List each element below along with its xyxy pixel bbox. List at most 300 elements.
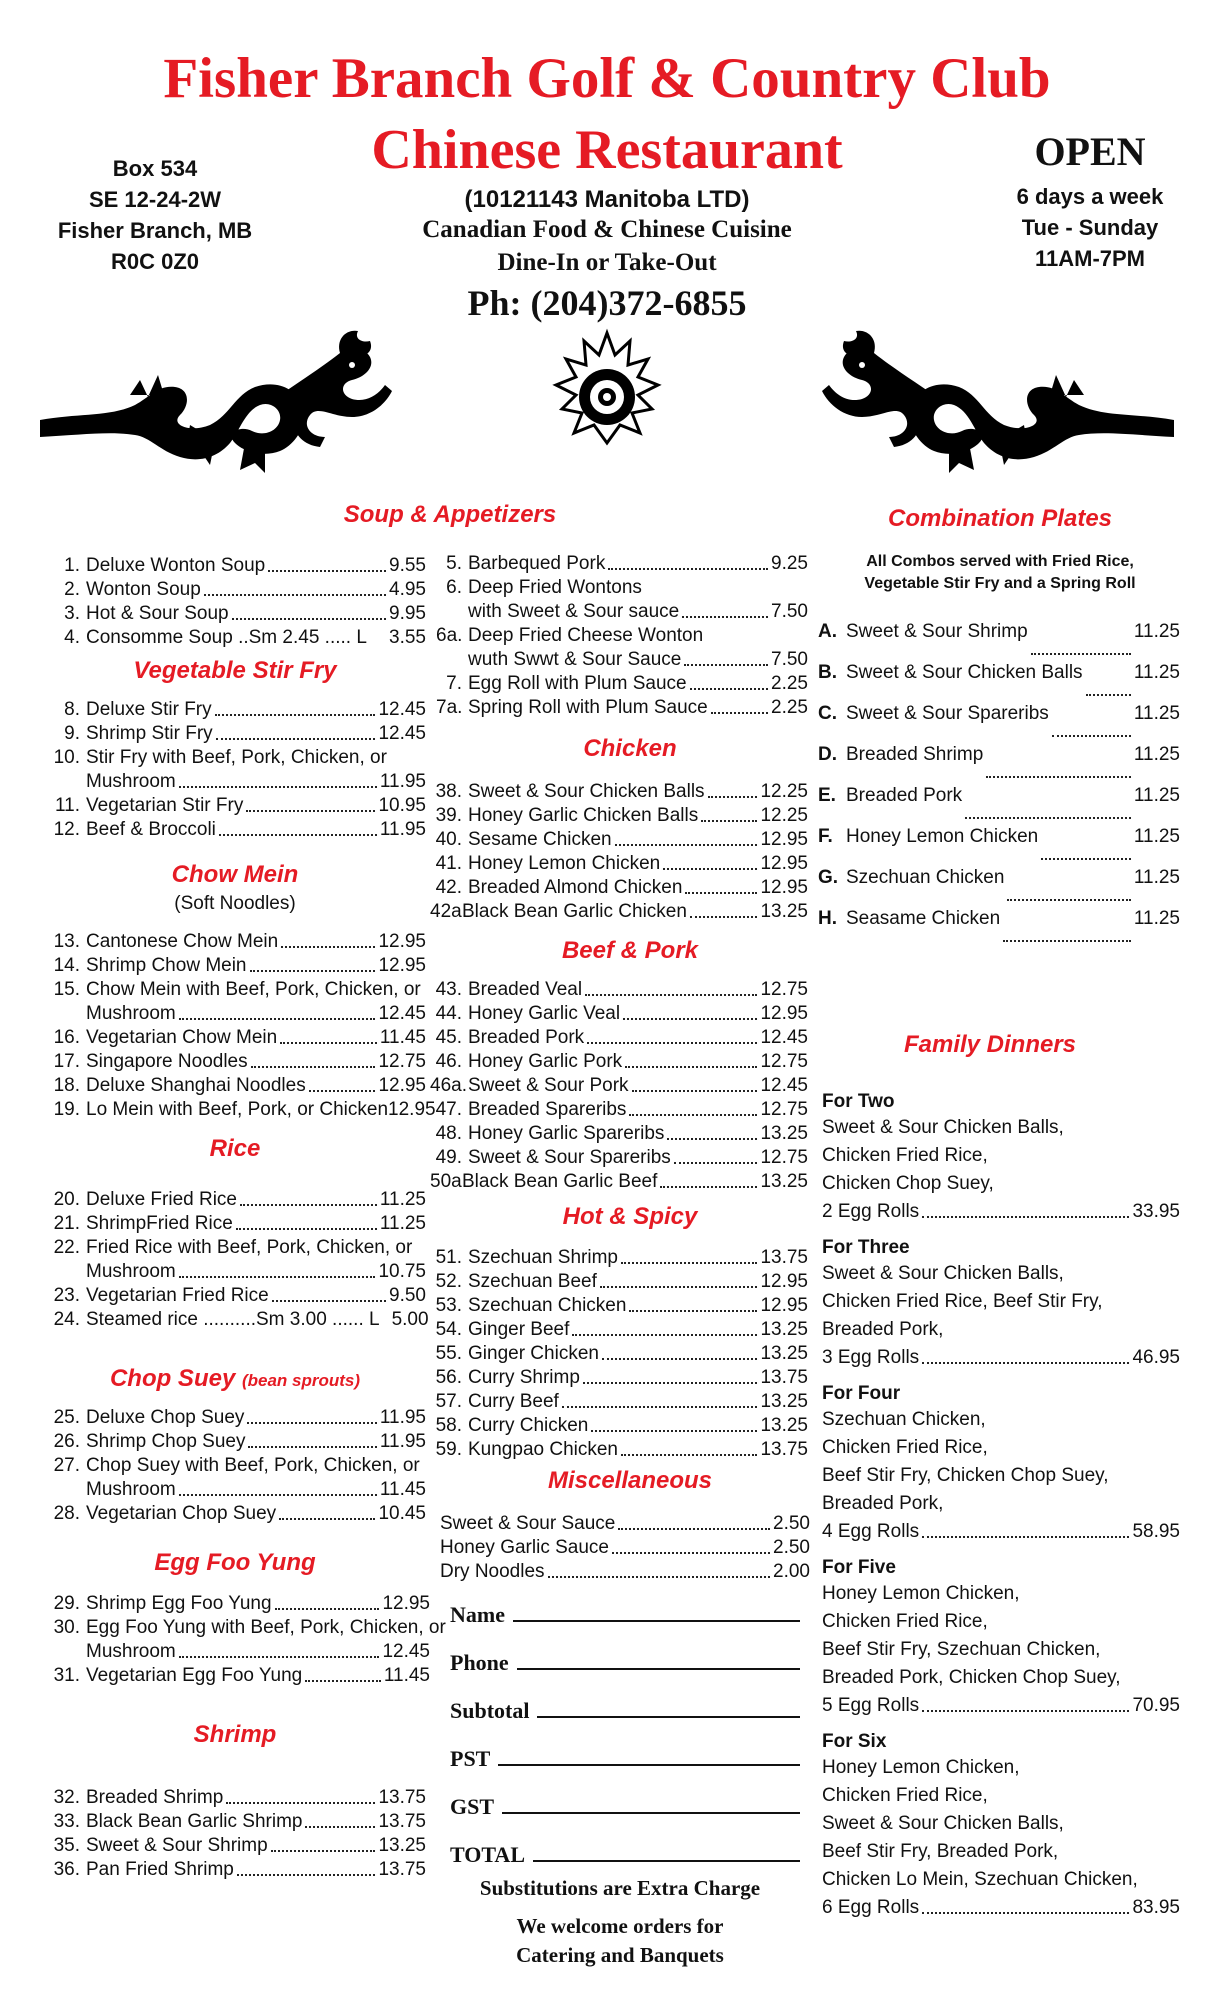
section-title-family: Family Dinners <box>903 1031 1077 1058</box>
family-line: Sweet & Sour Chicken Balls, <box>822 1813 1064 1834</box>
item-name: Szechuan Chicken <box>846 867 1005 888</box>
section-title-rice: Rice <box>209 1135 261 1162</box>
family-price-line <box>822 1518 1180 1546</box>
item-number: 19. <box>53 1099 80 1120</box>
family-group-label: For Five <box>822 1557 896 1578</box>
family-line: Chicken Fried Rice, <box>822 1145 988 1166</box>
item-name: Deep Fried Wontons <box>468 577 642 598</box>
item-number: 10. <box>53 747 80 768</box>
menu-item-continued <box>40 1002 426 1026</box>
item-name: Black Bean Garlic Chicken <box>462 901 687 922</box>
item-price: 12.95 <box>378 955 426 976</box>
family-group <box>822 1730 1180 1922</box>
item-name: Sweet & Sour Chicken Balls <box>468 781 705 802</box>
menu-item <box>40 930 426 954</box>
item-number: 21. <box>53 1213 80 1234</box>
item-price: 12.25 <box>760 805 808 826</box>
item-name: Deep Fried Cheese Wonton <box>468 625 704 646</box>
combo-item <box>818 743 1180 784</box>
combo-item <box>818 620 1180 661</box>
menu-item <box>430 1294 808 1318</box>
address-line: R0C 0Z0 <box>110 249 200 274</box>
item-price: 12.45 <box>382 1641 430 1662</box>
combo-letter: D. <box>818 744 837 765</box>
catering-note <box>440 1912 800 1970</box>
menu-item <box>40 1050 426 1074</box>
item-price: 7.50 <box>771 601 808 622</box>
item-name: Deluxe Shanghai Noodles <box>86 1075 306 1096</box>
family-line: Szechuan Chicken, <box>822 1409 986 1430</box>
menu-item <box>430 1342 808 1366</box>
item-name: Szechuan Shrimp <box>468 1247 618 1268</box>
item-price: 12.95 <box>388 1099 436 1120</box>
item-price: 12.75 <box>760 979 808 1000</box>
item-price: 11.95 <box>379 771 426 792</box>
item-name: Deluxe Wonton Soup <box>86 555 266 576</box>
item-price: 11.25 <box>1133 744 1180 765</box>
menu-item-continued <box>40 770 426 794</box>
combo-item <box>818 825 1180 866</box>
item-price: 12.75 <box>378 1051 426 1072</box>
family-group <box>822 1556 1180 1720</box>
item-price: 83.95 <box>1132 1897 1180 1918</box>
misc-list <box>440 1512 810 1584</box>
order-field-pst[interactable] <box>450 1724 800 1772</box>
menu-item <box>430 1270 808 1294</box>
item-number: 48. <box>435 1123 462 1144</box>
item-name: Kungpao Chicken <box>468 1439 618 1460</box>
item-number: 20. <box>53 1189 80 1210</box>
combo-item <box>818 907 1180 948</box>
menu-item <box>436 696 808 720</box>
family-line: Beef Stir Fry, Chicken Chop Suey, <box>822 1465 1109 1486</box>
item-price: 13.75 <box>760 1367 808 1388</box>
menu-item <box>40 1074 426 1098</box>
menu-item <box>40 1664 430 1688</box>
item-name: Black Bean Garlic Beef <box>462 1171 658 1192</box>
family-price-line <box>822 1344 1180 1372</box>
item-name: Spring Roll with Plum Sauce <box>468 697 708 718</box>
item-number: 31. <box>53 1665 80 1686</box>
item-price: 11.25 <box>379 1189 426 1210</box>
item-name: Honey Garlic Spareribs <box>468 1123 665 1144</box>
item-price: 12.95 <box>760 1295 808 1316</box>
item-name-continued: Mushroom <box>86 771 176 792</box>
item-price: 12.45 <box>760 1027 808 1048</box>
item-price: 11.95 <box>379 1431 426 1452</box>
item-name: Shrimp Stir Fry <box>86 723 213 744</box>
chowmein-list <box>40 930 436 1122</box>
item-price: 11.45 <box>379 1027 426 1048</box>
item-number: 57. <box>435 1391 462 1412</box>
item-name: Steamed rice ..........Sm 3.00 ...... L <box>86 1309 380 1330</box>
menu-item <box>50 578 426 602</box>
menu-item <box>40 1406 426 1430</box>
item-number: 13. <box>53 931 80 952</box>
item-name: Sweet & Sour Shrimp <box>86 1835 268 1856</box>
item-price: 12.75 <box>760 1051 808 1072</box>
menu-item <box>430 876 808 900</box>
veg-list <box>40 698 426 842</box>
field-label: Name <box>450 1602 505 1627</box>
menu-item <box>440 1512 810 1536</box>
item-number: 44. <box>435 1003 462 1024</box>
item-number: 55. <box>435 1343 462 1364</box>
item-number: 29. <box>53 1593 80 1614</box>
item-price: 9.95 <box>389 603 426 624</box>
item-number: 9. <box>64 723 80 744</box>
menu-item-continued <box>40 1260 426 1284</box>
family-line: Breaded Pork, <box>822 1319 944 1340</box>
item-number: 12. <box>53 819 80 840</box>
item-name: Singapore Noodles <box>86 1051 248 1072</box>
item-price: 46.95 <box>1132 1347 1180 1368</box>
item-name: Honey Garlic Sauce <box>440 1537 609 1558</box>
item-number: 5. <box>446 553 462 574</box>
item-number: 56. <box>435 1367 462 1388</box>
item-number: 11. <box>54 795 80 816</box>
item-price: 33.95 <box>1132 1201 1180 1222</box>
item-name: Hot & Sour Soup <box>86 603 229 624</box>
open-line: 11AM-7PM <box>1034 246 1146 271</box>
eggfoo-list <box>40 1592 446 1688</box>
menu-item <box>430 1122 808 1146</box>
family-line: Chicken Fried Rice, <box>822 1611 988 1632</box>
center-flame-emblem-icon <box>556 333 658 443</box>
item-price: 13.25 <box>760 1343 808 1364</box>
item-number: 6. <box>446 577 462 598</box>
item-name-continued: wuth Swwt & Sour Sauce <box>468 649 682 670</box>
menu-item <box>40 1858 426 1882</box>
family-line: Beef Stir Fry, Szechuan Chicken, <box>822 1639 1101 1660</box>
item-price: 12.45 <box>378 723 426 744</box>
item-number: 39. <box>435 805 462 826</box>
write-line[interactable] <box>502 1812 800 1814</box>
item-name: Vegetarian Egg Foo Yung <box>86 1665 303 1686</box>
order-form <box>450 1580 800 1868</box>
family-line: Chicken Fried Rice, <box>822 1437 988 1458</box>
soup-list-left <box>50 554 426 650</box>
menu-item <box>430 1366 808 1390</box>
item-name: Sesame Chicken <box>468 829 612 850</box>
menu-item <box>40 1284 426 1308</box>
family-group-label: For Two <box>822 1091 895 1112</box>
item-name: Consomme Soup ..Sm 2.45 ..... L <box>86 627 367 648</box>
menu-item <box>430 1098 808 1122</box>
item-name: Szechuan Beef <box>468 1271 597 1292</box>
menu-item <box>40 818 426 842</box>
menu-item <box>50 602 426 626</box>
menu-item <box>40 1098 436 1122</box>
item-number: 15. <box>53 979 80 1000</box>
menu-item <box>430 1170 808 1194</box>
menu-item <box>50 626 426 650</box>
chicken-list <box>430 780 808 924</box>
company-name: (10121143 Manitoba LTD) <box>464 186 750 213</box>
menu-item <box>436 576 808 600</box>
item-name: Ginger Beef <box>468 1319 570 1340</box>
menu-item <box>40 1786 426 1810</box>
menu-item <box>430 1002 808 1026</box>
catering-line: We welcome orders for <box>516 1914 724 1938</box>
item-price: 11.25 <box>379 1213 426 1234</box>
menu-item <box>40 1026 426 1050</box>
item-name: Chop Suey with Beef, Pork, Chicken, or <box>86 1455 420 1476</box>
order-field-subtotal[interactable] <box>450 1676 800 1724</box>
chowmein-note: (Soft Noodles) <box>174 893 296 914</box>
item-price: 13.25 <box>760 1319 808 1340</box>
item-name-continued: with Sweet & Sour sauce <box>468 601 680 622</box>
section-title-combos: Combination Plates <box>887 505 1113 532</box>
menu-item <box>430 1438 808 1462</box>
write-line[interactable] <box>537 1716 800 1718</box>
item-number: 41. <box>435 853 462 874</box>
section-title-beefpork: Beef & Pork <box>561 937 699 964</box>
item-name: Breaded Almond Chicken <box>468 877 683 898</box>
item-name: Honey Garlic Chicken Balls <box>468 805 699 826</box>
menu-item <box>40 698 426 722</box>
combo-letter: B. <box>818 662 837 683</box>
item-name-continued: Mushroom <box>86 1479 176 1500</box>
combo-letter: C. <box>818 703 837 724</box>
menu-item-continued <box>40 1478 426 1502</box>
item-price: 11.95 <box>379 1407 426 1428</box>
item-number: 58. <box>435 1415 462 1436</box>
family-group <box>822 1090 1180 1226</box>
item-price: 12.95 <box>378 931 426 952</box>
item-price: 13.25 <box>760 1171 808 1192</box>
item-name: Beef & Broccoli <box>86 819 216 840</box>
open-line: Tue - Sunday <box>1021 215 1159 240</box>
order-field-total[interactable] <box>450 1820 800 1868</box>
combo-letter: A. <box>818 621 837 642</box>
section-title-veg: Vegetable Stir Fry <box>133 657 337 684</box>
combo-item <box>818 784 1180 825</box>
family-group <box>822 1382 1180 1546</box>
combo-item <box>818 866 1180 907</box>
item-number: 46a. <box>430 1075 467 1096</box>
item-name: Shrimp Chop Suey <box>86 1431 246 1452</box>
family-line: Breaded Pork, <box>822 1493 944 1514</box>
item-price: 13.75 <box>378 1787 426 1808</box>
order-field-phone[interactable] <box>450 1628 800 1676</box>
combo-item <box>818 702 1180 743</box>
write-line[interactable] <box>498 1764 800 1766</box>
write-line[interactable] <box>517 1668 800 1670</box>
item-name: Egg Foo Yung with Beef, Pork, Chicken, or <box>86 1617 446 1638</box>
section-title-note: (bean sprouts) <box>241 1371 361 1390</box>
item-name: Deluxe Fried Rice <box>86 1189 237 1210</box>
item-name: Breaded Veal <box>468 979 583 1000</box>
item-price: 10.95 <box>378 795 426 816</box>
menu-item-continued <box>40 1640 430 1664</box>
item-name: Wonton Soup <box>86 579 201 600</box>
write-line[interactable] <box>513 1620 800 1622</box>
combo-letter: H. <box>818 908 837 929</box>
item-number: 22. <box>53 1237 80 1258</box>
item-price: 12.45 <box>378 699 426 720</box>
item-number: 38. <box>435 781 462 802</box>
address-line: Fisher Branch, MB <box>57 218 253 243</box>
item-name: Vegetarian Stir Fry <box>86 795 244 816</box>
tagline-cuisine: Canadian Food & Chinese Cuisine <box>422 216 792 243</box>
section-title-chicken: Chicken <box>583 735 677 762</box>
menu-item <box>40 722 426 746</box>
item-price: 11.25 <box>1133 662 1180 683</box>
item-number: 25. <box>53 1407 80 1428</box>
combos-note-line: Vegetable Stir Fry and a Spring Roll <box>864 575 1136 592</box>
tagline-dine: Dine-In or Take-Out <box>497 249 717 276</box>
menu-item <box>40 978 426 1002</box>
menu-item <box>40 1430 426 1454</box>
item-name: Breaded Spareribs <box>468 1099 627 1120</box>
item-price: 13.25 <box>760 1123 808 1144</box>
item-price: 9.50 <box>389 1285 426 1306</box>
item-price: 11.95 <box>379 819 426 840</box>
menu-item <box>436 672 808 696</box>
item-number: 7. <box>446 673 462 694</box>
family-price-line <box>822 1894 1180 1922</box>
menu-item <box>430 1026 808 1050</box>
item-number: 47. <box>435 1099 462 1120</box>
item-name: Sweet & Sour Spareribs <box>846 703 1049 724</box>
item-name: Deluxe Stir Fry <box>86 699 212 720</box>
family-line: Sweet & Sour Chicken Balls, <box>822 1117 1064 1138</box>
address-line: SE 12-24-2W <box>88 187 222 212</box>
soup-list-right <box>436 552 808 720</box>
item-name: Honey Garlic Veal <box>468 1003 621 1024</box>
menu-item <box>50 554 426 578</box>
menu-item <box>40 1834 426 1858</box>
menu-item <box>40 1212 426 1236</box>
family-line: 5 Egg Rolls <box>822 1695 920 1716</box>
item-price: 13.25 <box>760 901 808 922</box>
menu-item-continued <box>436 648 808 672</box>
item-name: Cantonese Chow Mein <box>86 931 279 952</box>
item-name-continued: Mushroom <box>86 1261 176 1282</box>
item-price: 12.95 <box>382 1593 430 1614</box>
combos-note <box>830 551 1170 595</box>
item-name: Honey Lemon Chicken <box>468 853 661 874</box>
rice-list <box>40 1188 429 1332</box>
item-name: Curry Shrimp <box>468 1367 580 1388</box>
menu-item <box>430 1246 808 1270</box>
item-price: 12.45 <box>378 1003 426 1024</box>
menu-item <box>430 1318 808 1342</box>
item-price: 12.95 <box>760 1003 808 1024</box>
substitutions-note: Substitutions are Extra Charge <box>479 1876 761 1900</box>
item-name: Sweet & Sour Pork <box>468 1075 629 1096</box>
menu-item <box>430 828 808 852</box>
family-line: Chicken Chop Suey, <box>822 1173 994 1194</box>
item-name: Sweet & Sour Spareribs <box>468 1147 671 1168</box>
item-price: 58.95 <box>1132 1521 1180 1542</box>
item-price: 7.50 <box>771 649 808 670</box>
item-number: 4. <box>64 627 80 648</box>
item-name: Sweet & Sour Chicken Balls <box>846 662 1083 683</box>
item-price: 10.45 <box>378 1503 426 1524</box>
chopsuey-list <box>40 1406 426 1526</box>
menu-item <box>436 624 808 648</box>
item-price: 9.25 <box>771 553 808 574</box>
family-line: 4 Egg Rolls <box>822 1521 920 1542</box>
item-price: 11.25 <box>1133 867 1180 888</box>
catering-line: Catering and Banquets <box>516 1943 724 1967</box>
family-line: Honey Lemon Chicken, <box>822 1757 1020 1778</box>
order-field-gst[interactable] <box>450 1772 800 1820</box>
family-line: Breaded Pork, Chicken Chop Suey, <box>822 1667 1121 1688</box>
item-price: 11.25 <box>1133 908 1180 929</box>
item-price: 13.75 <box>760 1439 808 1460</box>
dragon-artwork <box>40 325 1174 475</box>
family-line: Chicken Lo Mein, Szechuan Chicken, <box>822 1869 1138 1890</box>
section-title-hotspicy: Hot & Spicy <box>562 1203 698 1230</box>
item-name: Shrimp Chow Mein <box>86 955 247 976</box>
item-price: 11.25 <box>1133 703 1180 724</box>
item-number: 42a. <box>430 901 467 922</box>
menu-item <box>40 1308 429 1332</box>
item-number: 27. <box>53 1455 80 1476</box>
item-name: Shrimp Egg Foo Yung <box>86 1593 272 1614</box>
item-number: 46. <box>435 1051 462 1072</box>
item-price: 12.95 <box>760 877 808 898</box>
item-number: 8. <box>64 699 80 720</box>
restaurant-title: Fisher Branch Golf & Country Club <box>163 47 1051 110</box>
family-line: 2 Egg Rolls <box>822 1201 920 1222</box>
item-price: 13.75 <box>760 1247 808 1268</box>
section-title-eggfoo: Egg Foo Yung <box>154 1549 316 1576</box>
item-number: 52. <box>435 1271 462 1292</box>
field-label: TOTAL <box>450 1842 525 1867</box>
family-line: Chicken Fried Rice, <box>822 1785 988 1806</box>
item-name: Curry Beef <box>468 1391 559 1412</box>
item-price: 12.95 <box>760 853 808 874</box>
item-number: 43. <box>435 979 462 1000</box>
item-price: 12.75 <box>760 1147 808 1168</box>
menu-item <box>430 1390 808 1414</box>
item-number: 26. <box>53 1431 80 1452</box>
order-field-name[interactable] <box>450 1580 800 1628</box>
family-price-line <box>822 1692 1180 1720</box>
item-name: Chow Mein with Beef, Pork, Chicken, or <box>86 979 421 1000</box>
menu-item <box>40 746 426 770</box>
family-line: Sweet & Sour Chicken Balls, <box>822 1263 1064 1284</box>
item-number: 23. <box>53 1285 80 1306</box>
item-number: 6a. <box>436 625 463 646</box>
menu-item <box>40 954 426 978</box>
section-title-soup: Soup & Appetizers <box>343 501 557 528</box>
item-price: 13.75 <box>378 1811 426 1832</box>
field-label: GST <box>450 1794 495 1819</box>
combos-list <box>818 620 1180 948</box>
item-number: 53. <box>435 1295 462 1316</box>
item-name: Szechuan Chicken <box>468 1295 627 1316</box>
item-price: 12.95 <box>378 1075 426 1096</box>
menu-item <box>430 1074 808 1098</box>
item-price: 13.25 <box>760 1415 808 1436</box>
item-number: 14. <box>53 955 80 976</box>
item-number: 17. <box>53 1051 80 1072</box>
item-name-continued: Mushroom <box>86 1003 176 1024</box>
item-name: Honey Garlic Pork <box>468 1051 623 1072</box>
item-price: 12.75 <box>760 1099 808 1120</box>
item-number: 1. <box>64 555 80 576</box>
menu-item <box>40 1502 426 1526</box>
menu-item <box>40 1810 426 1834</box>
write-line[interactable] <box>533 1860 800 1862</box>
combo-letter: F. <box>818 826 833 847</box>
item-name: Vegetarian Chop Suey <box>86 1503 277 1524</box>
